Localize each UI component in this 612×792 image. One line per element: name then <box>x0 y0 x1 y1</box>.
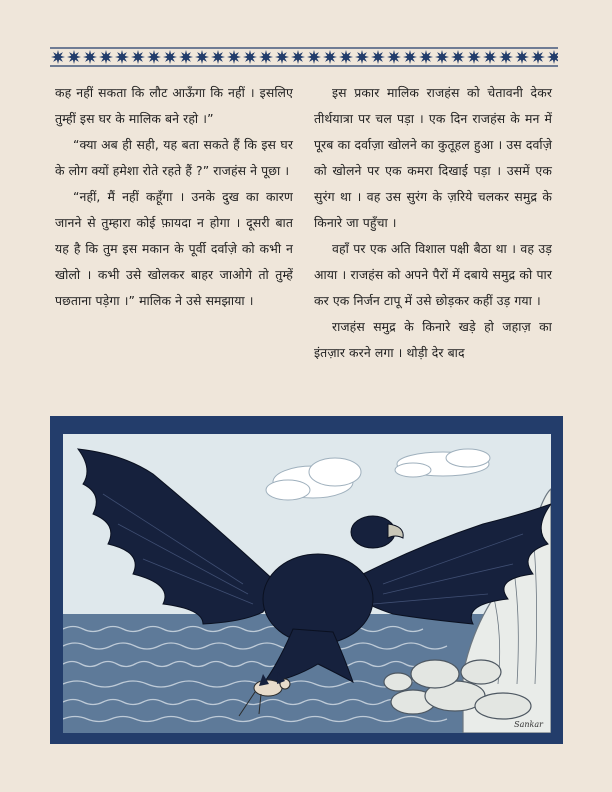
star-ornament-icon <box>435 50 449 64</box>
star-ornament-icon <box>275 50 289 64</box>
paragraph: वहाँ पर एक अति विशाल पक्षी बैठा था । वह उड़ आया । राजहंस को अपने पैरों में दबाये समुद्र को पार कर एक निर्जन टापू में उसे छोड़कर कहीं उड़ गया । <box>314 241 552 308</box>
star-ornament-icon <box>195 50 209 64</box>
star-ornament-icon <box>131 50 145 64</box>
paragraph: कह नहीं सकता कि लौट आऊँगा कि नहीं । इसलिए तुम्हीं इस घर के मालिक बने रहो ।” <box>55 85 293 126</box>
paragraph: “नहीं, मैं नहीं कहूँगा । उनके दुख का कारण जानने से तुम्हारा कोई फ़ायदा न होगा । दूसरी बात यह है कि तुम इस मकान के पूर्वी दर्वाज़े को कभी न खोलो । कभी उसे खोलकर बाहर जाओगे तो तुम्हें पछताना पड़ेगा ।” मालिक ने उसे समझाया । <box>55 189 293 308</box>
star-ornament-icon <box>323 50 337 64</box>
star-ornament-icon <box>179 50 193 64</box>
star-ornament-icon <box>67 50 81 64</box>
star-ornament-icon <box>259 50 273 64</box>
star-ornament-icon <box>483 50 497 64</box>
star-ornament-icon <box>387 50 401 64</box>
star-ornament-icon <box>51 50 65 64</box>
star-ornament-icon <box>243 50 257 64</box>
star-ornament-icon <box>531 50 545 64</box>
eagle-illustration-icon <box>63 434 551 733</box>
star-ornament-icon <box>163 50 177 64</box>
illustration-frame <box>50 416 563 744</box>
star-ornament-icon <box>499 50 513 64</box>
star-ornament-icon <box>211 50 225 64</box>
artist-signature: Sankar <box>514 720 543 729</box>
star-ornament-icon <box>467 50 481 64</box>
star-ornament-icon <box>403 50 417 64</box>
decorative-border <box>50 45 558 69</box>
star-ornament-icon <box>115 50 129 64</box>
star-ornament-icon <box>515 50 529 64</box>
star-ornament-icon <box>355 50 369 64</box>
star-ornament-icon <box>307 50 321 64</box>
paragraph: इस प्रकार मालिक राजहंस को चेतावनी देकर तीर्थयात्रा पर चल पड़ा । एक दिन राजहंस के मन में पूरब का दर्वाज़ा खोलने का कुतूहल हुआ । उस दर्वाज़े को खोलने पर एक कमरा दिखाई पड़ा । उसमें एक सुरंग था । वह उस सुरंग के ज़रिये चलकर समुद्र के किनारे जा पहुँचा । <box>314 85 552 230</box>
star-ornament-icon <box>291 50 305 64</box>
star-ornament-icon <box>419 50 433 64</box>
right-text-column <box>314 80 552 366</box>
illustration <box>63 434 551 733</box>
star-ornament-icon <box>227 50 241 64</box>
border-ornament-icon <box>50 45 558 69</box>
paragraph: राजहंस समुद्र के किनारे खड़े हो जहाज़ का इंतज़ार करने लगा । थोड़ी देर बाद <box>314 319 552 360</box>
left-text-column <box>55 80 293 314</box>
star-ornament-icon <box>83 50 97 64</box>
star-ornament-icon <box>371 50 385 64</box>
star-ornament-icon <box>147 50 161 64</box>
star-ornament-icon <box>451 50 465 64</box>
star-ornament-icon <box>339 50 353 64</box>
star-ornament-icon <box>99 50 113 64</box>
star-ornament-icon <box>547 50 558 64</box>
paragraph: “क्या अब ही सही, यह बता सकते हैं कि इस घर के लोग क्यों हमेशा रोते रहते हैं ?” राजहंस ने पूछा । <box>55 137 293 178</box>
